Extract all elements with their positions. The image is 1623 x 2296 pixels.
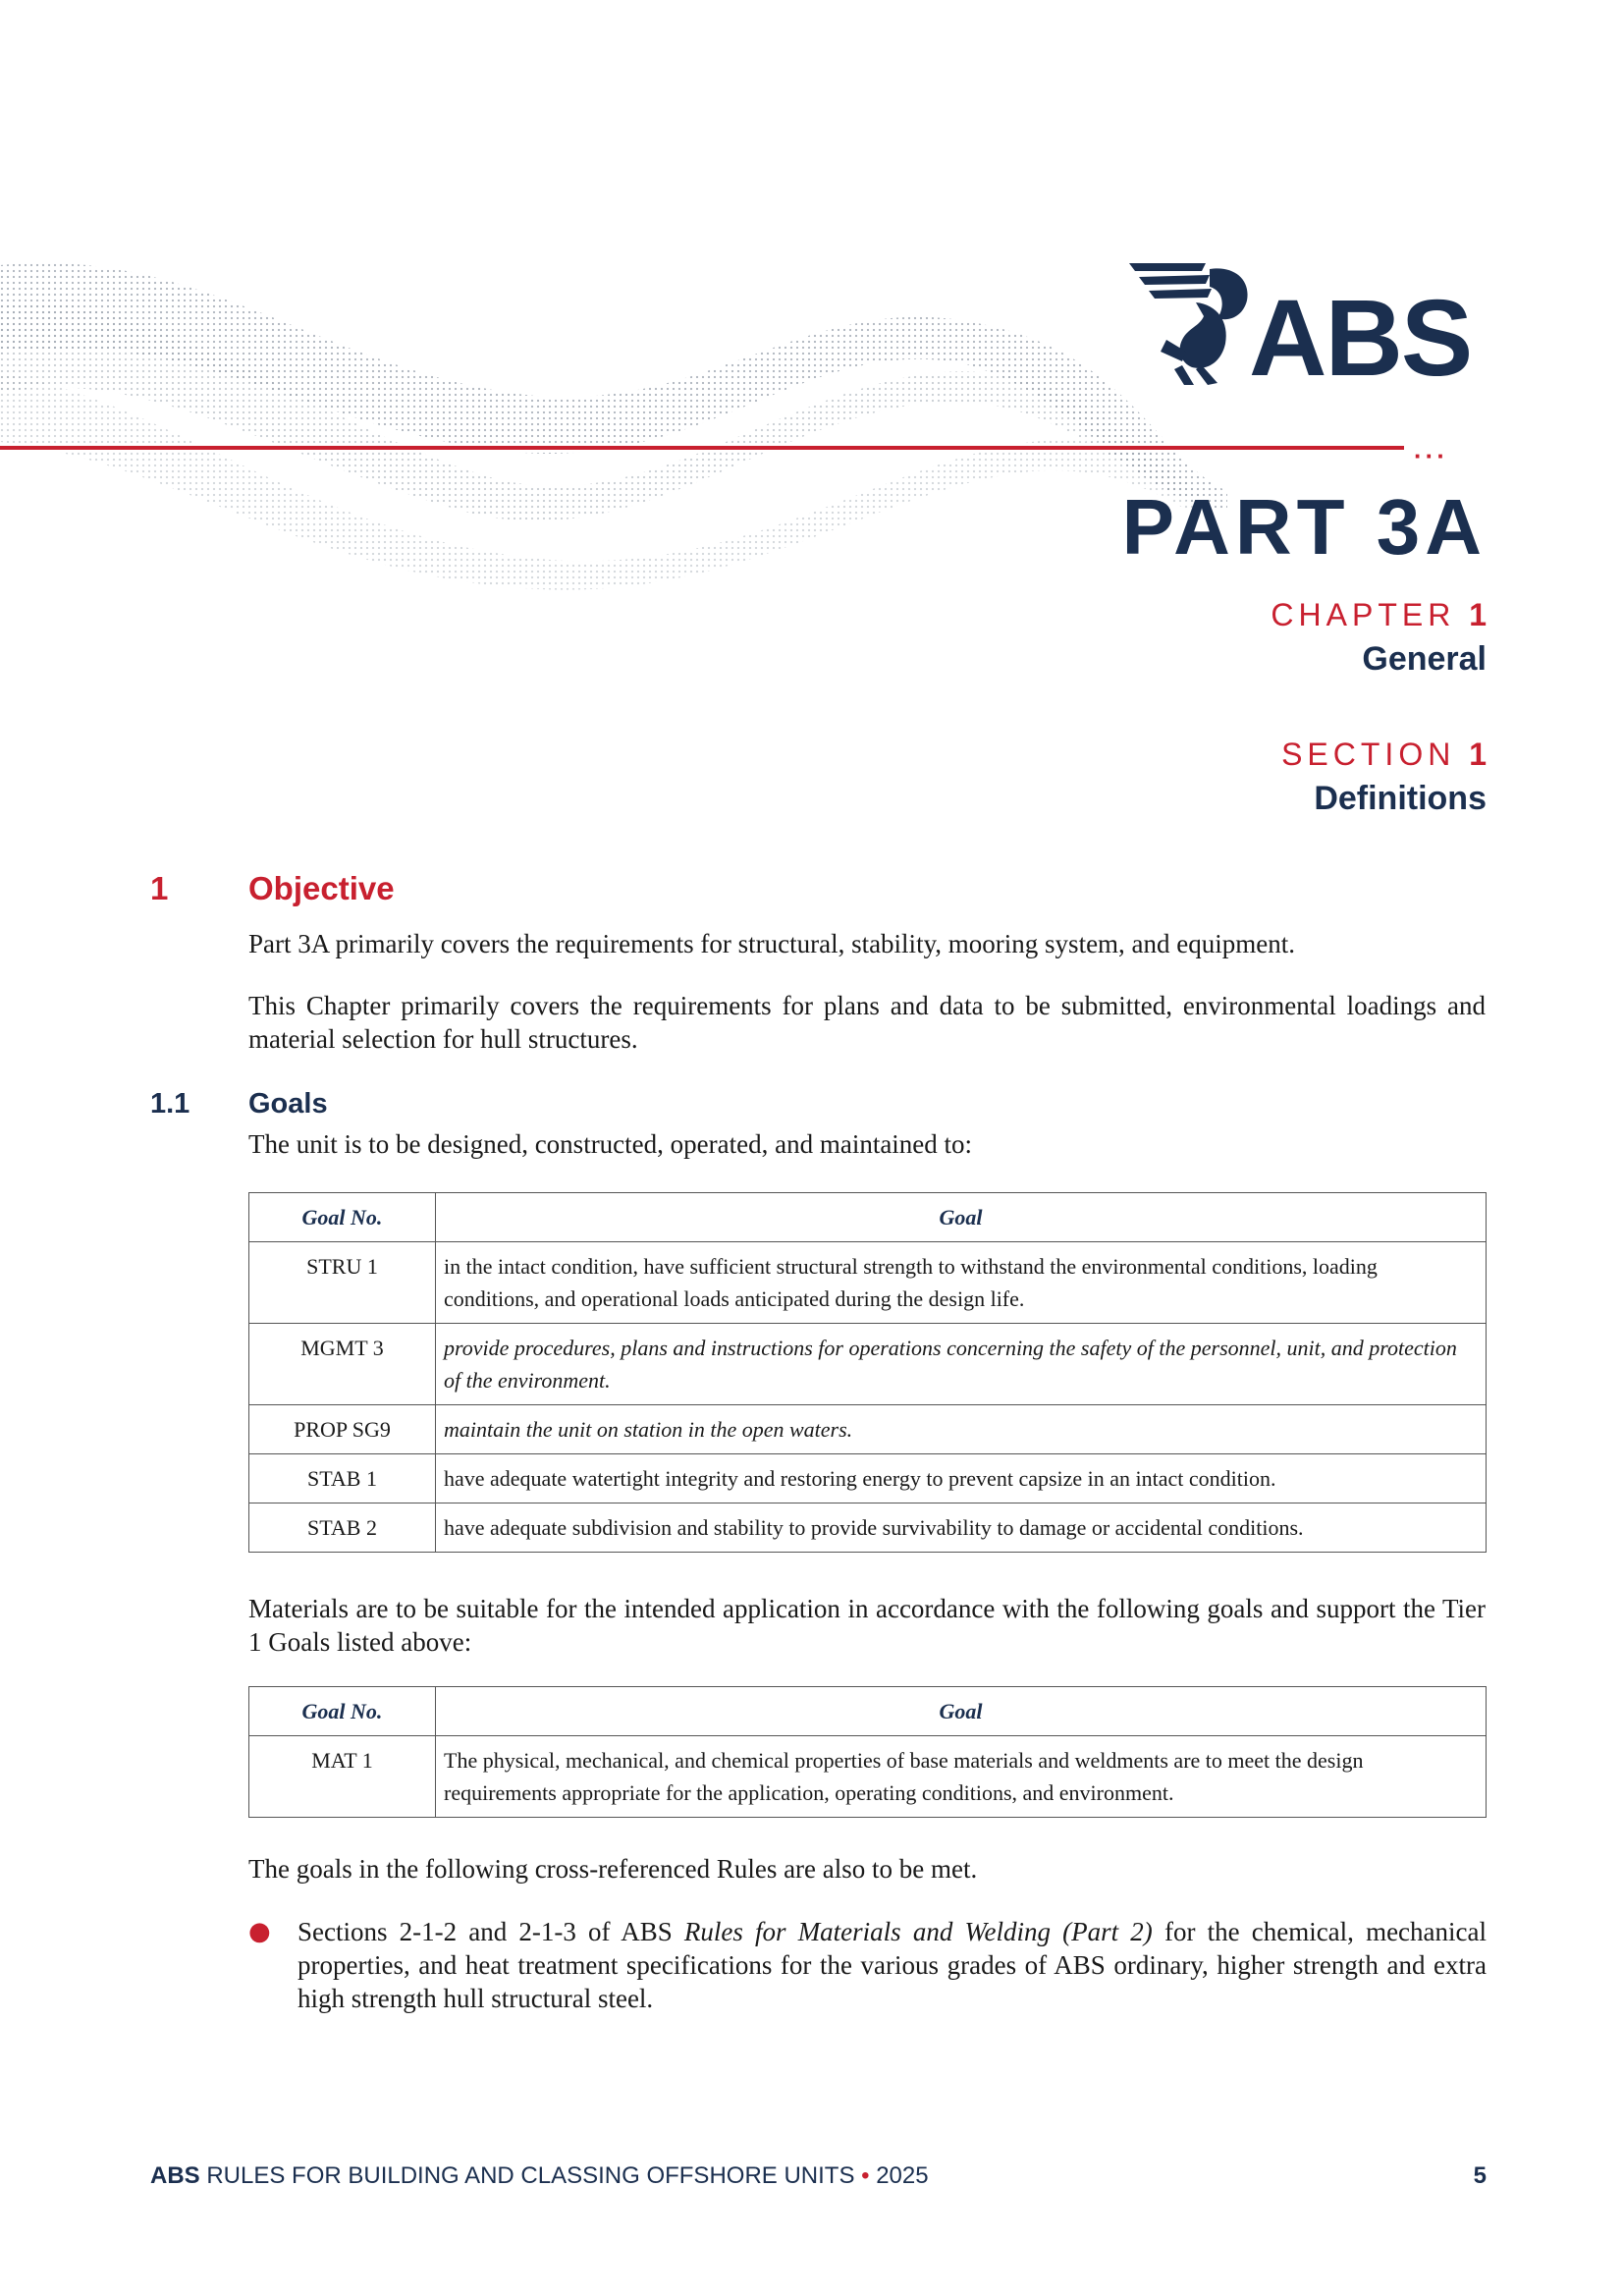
table-row <box>249 1454 1487 1503</box>
goal-text-cell: have adequate subdivision and stability to provide survivability to damage or accidental conditions. <box>436 1503 1487 1553</box>
heading-1-1-title: Goals <box>248 1088 328 1120</box>
section-number: 1 <box>1469 737 1487 772</box>
goal-text-cell: The physical, mechanical, and chemical properties of base materials and weldments are to meet the design requirements appropriate for the application, operating conditions, and environment. <box>436 1736 1487 1818</box>
goal-text-cell: in the intact condition, have sufficient structural strength to withstand the environmental conditions, loading conditions, and operational loads anticipated during the design life. <box>436 1242 1487 1324</box>
footer-separator: • <box>861 2162 870 2189</box>
chapter-name: General <box>1362 640 1487 678</box>
footer-title: RULES FOR BUILDING AND CLASSING OFFSHORE UNITS <box>206 2162 855 2189</box>
goal-number-cell: PROP SG9 <box>249 1405 436 1454</box>
tier1-goals-table <box>248 1192 1487 1553</box>
bullet-dot-icon: ● <box>248 1917 271 1946</box>
table-row <box>249 1242 1487 1324</box>
goal-text-cell: provide procedures, plans and instructions for operations concerning the safety of the personnel, unit, and protection of the environment. <box>436 1324 1487 1405</box>
bullet-text <box>298 1915 1487 2015</box>
goal-text-cell: have adequate watertight integrity and restoring energy to prevent capsize in an intact condition. <box>436 1454 1487 1503</box>
page-footer <box>150 2162 929 2190</box>
goal-text-cell: maintain the unit on station in the open waters. <box>436 1405 1487 1454</box>
heading-1-title: Objective <box>248 870 395 906</box>
header-red-rule <box>0 446 1404 450</box>
objective-paragraph-2: This Chapter primarily covers the requirements for plans and data to be submitted, environmental loadings and material selection for hull structures. <box>248 991 1486 1054</box>
section-heading <box>1281 735 1487 774</box>
table-row <box>249 1405 1487 1454</box>
bullet-text-before: Sections 2-1-2 and 2-1-3 of ABS <box>298 1917 684 1946</box>
goal-number-cell: MGMT 3 <box>249 1324 436 1405</box>
goal-number-cell: MAT 1 <box>249 1736 436 1818</box>
footer-brand: ABS <box>150 2162 200 2189</box>
goal-number-cell: STAB 1 <box>249 1454 436 1503</box>
materials-intro-paragraph: Materials are to be suitable for the intended application in accordance with the following goals and support the Tier 1 Goals listed above: <box>248 1594 1486 1657</box>
goal-number-cell: STAB 2 <box>249 1503 436 1553</box>
table-row <box>249 1736 1487 1818</box>
table-header-row <box>249 1193 1487 1242</box>
section-name: Definitions <box>1314 780 1487 817</box>
page-number: 5 <box>1473 2162 1487 2189</box>
heading-1-1-number: 1.1 <box>150 1088 190 1120</box>
objective-paragraph-1: Part 3A primarily covers the requirements for structural, stability, mooring system, and equipment. <box>248 929 1296 958</box>
part-title: PART 3A <box>1121 483 1487 571</box>
chapter-heading <box>1271 595 1487 634</box>
heading-1-number: 1 <box>150 870 169 906</box>
chapter-number: 1 <box>1469 597 1487 632</box>
materials-goals-table <box>248 1686 1487 1818</box>
column-header-goal: Goal <box>436 1687 1487 1736</box>
column-header-goal-no: Goal No. <box>249 1687 436 1736</box>
goal-number-cell: STRU 1 <box>249 1242 436 1324</box>
abs-eagle-logo-icon <box>1127 257 1257 387</box>
table-row <box>249 1503 1487 1553</box>
table-header-row <box>249 1687 1487 1736</box>
section-label: SECTION <box>1281 737 1456 772</box>
column-header-goal-no: Goal No. <box>249 1193 436 1242</box>
goals-intro-paragraph: The unit is to be designed, constructed, operated, and maintained to: <box>248 1129 973 1159</box>
bullet-text-after: for the chemical, mechanical properties, and heat treatment specifications for the various grades of ABS ordinary, higher strength and extra high strength hull structural steel. <box>298 1917 1487 2013</box>
table-row <box>249 1324 1487 1405</box>
header-red-dots: ··· <box>1414 441 1448 470</box>
crossref-intro-paragraph: The goals in the following cross-referenced Rules are also to be met. <box>248 1854 978 1884</box>
column-header-goal: Goal <box>436 1193 1487 1242</box>
bullet-rules-title-link: Rules for Materials and Welding (Part 2) <box>683 1917 1153 1946</box>
chapter-label: CHAPTER <box>1271 597 1456 632</box>
abs-logo-wordmark: ABS <box>1249 278 1472 399</box>
footer-year: 2025 <box>876 2162 929 2189</box>
